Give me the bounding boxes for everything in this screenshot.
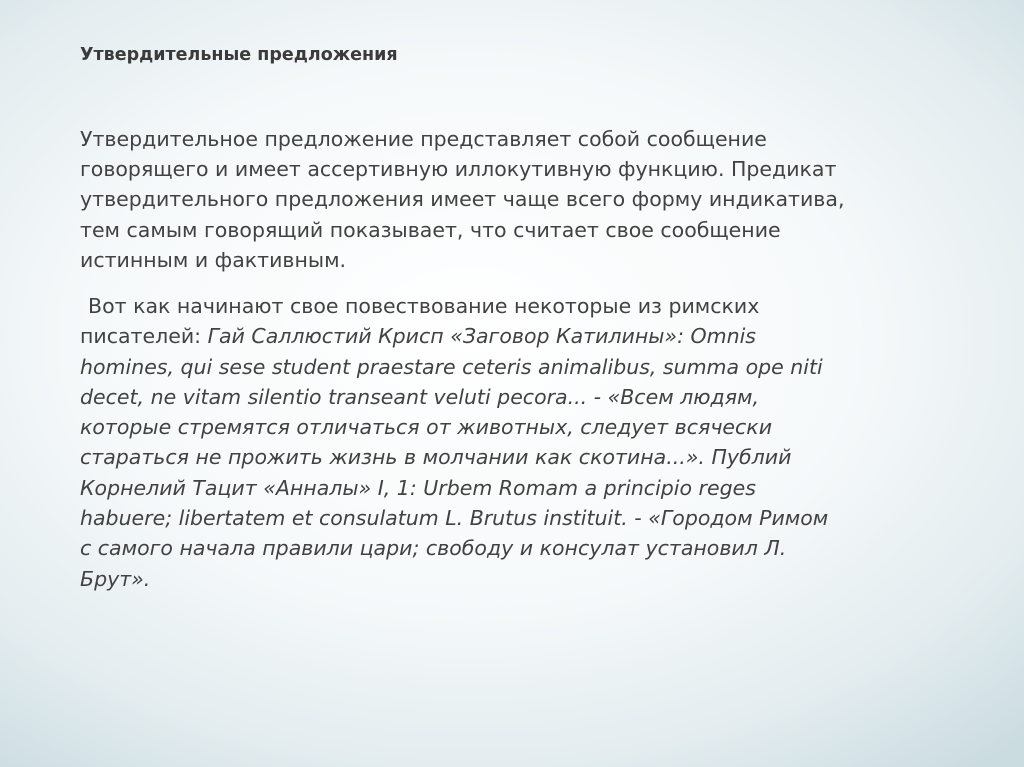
quote-line: Корнелий Тацит «Анналы» I, 1: Urbem Romam a principio reges: [80, 475, 756, 500]
quote-line: стараться не прожить жизнь в молчании как скотина...». Публий: [80, 445, 792, 470]
quote-line: homines, qui sese student praestare ceteris animalibus, summa ope niti: [80, 354, 823, 379]
text-line: говорящего и имеет ассертивную иллокутивную функцию. Предикат: [80, 157, 837, 182]
text-line: тем самым говорящий показывает, что считает свое сообщение: [80, 217, 781, 242]
slide-title: Утвердительные предложения: [80, 45, 398, 65]
quote-line: Брут».: [80, 566, 151, 591]
text-line: Утвердительное предложение представляет собой сообщение: [80, 127, 767, 151]
text-line: утвердительного предложения имеет чаще всего форму индикатива,: [80, 187, 845, 212]
paragraph-definition: [80, 124, 940, 275]
text-line: истинным и фактивным.: [80, 247, 347, 272]
quote-line: с самого начала правили цари; свободу и консулат установил Л.: [80, 536, 787, 561]
text-plain: писателей:: [80, 324, 208, 349]
text-line: [80, 321, 960, 351]
quote-line: habuere; libertatem et consulatum L. Brutus instituit. - «Городом Римом: [80, 506, 829, 531]
paragraph-examples: [80, 291, 960, 594]
quote-line: которые стремятся отличаться от животных, следует всячески: [80, 415, 773, 440]
text-italic: Гай Саллюстий Крисп «Заговор Катилины»: Omnis: [207, 324, 756, 349]
text-line: Вот как начинают свое повествование некоторые из римских: [88, 294, 760, 318]
quote-line: decet, ne vitam silentio transeant veluti pecora... - «Всем людям,: [80, 384, 760, 409]
